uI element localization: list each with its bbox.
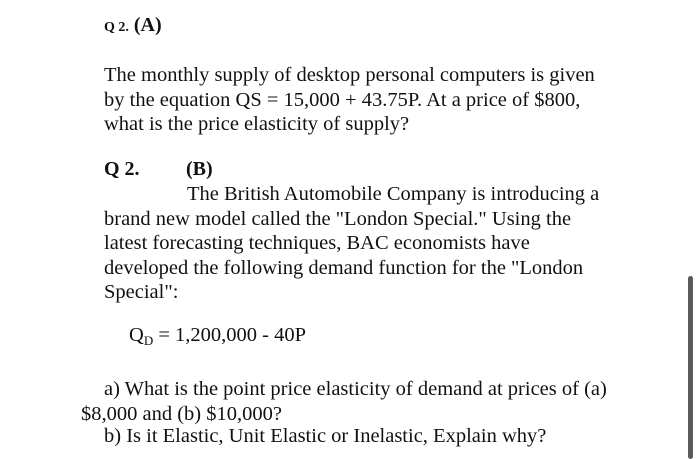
sub-question-b: b) Is it Elastic, Unit Elastic or Inelastic, Explain why? (104, 425, 547, 447)
sub-question-a (81, 377, 607, 426)
text-line: developed the following demand function for the "London (104, 256, 584, 279)
equation-rhs: = 1,200,000 - 40P (153, 324, 306, 346)
equation-subscript: D (143, 333, 154, 348)
question-2a-text (104, 63, 595, 137)
question-2b-number: Q 2. (104, 158, 140, 180)
text-line: The monthly supply of desktop personal computers is given (104, 64, 595, 86)
equation-lhs: Q (129, 324, 144, 346)
question-part-label: (A) (133, 14, 162, 36)
text-line: by the equation QS = 15,000 + 43.75P. At a price of $800, (104, 88, 581, 111)
text-line: a) What is the point price elasticity of demand at prices of (a) (104, 378, 607, 400)
text-line: The British Automobile Company is introducing a (187, 183, 600, 205)
text-line: Special": (104, 281, 179, 303)
text-line: $8,000 and (b) $10,000? (81, 402, 282, 425)
text-line: what is the price elasticity of supply? (104, 113, 410, 135)
question-2a-heading (104, 14, 162, 37)
text-line: latest forecasting techniques, BAC economists have (104, 232, 530, 254)
question-number: Q 2. (104, 20, 129, 35)
question-2b-part-label: (B) (186, 158, 213, 180)
question-2b-text (104, 182, 599, 305)
vertical-scrollbar[interactable] (688, 276, 693, 459)
demand-equation (129, 324, 306, 349)
text-line: brand new model called the "London Special." Using the (104, 207, 572, 230)
